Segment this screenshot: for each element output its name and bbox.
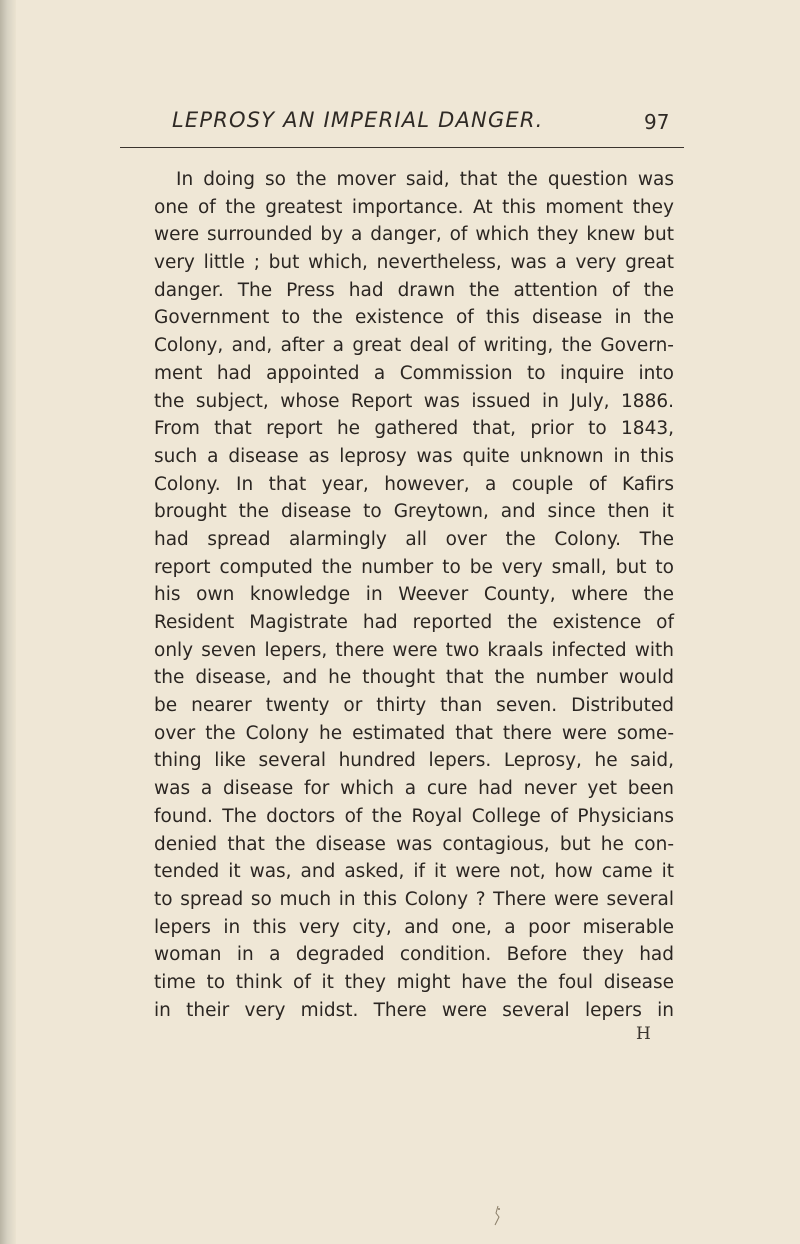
text-line: found. The doctors of the Royal College of Physicians — [154, 805, 674, 827]
running-head: LEPROSY AN IMPERIAL DANGER. — [172, 108, 544, 132]
text-line: to spread so much in this Colony ? There were several — [154, 888, 674, 910]
text-line: very little ; but which, nevertheless, was a very great — [154, 252, 674, 274]
text-line: From that report he gathered that, prior to 1843, — [154, 418, 674, 440]
text-line: report computed the number to be very small, but to — [154, 556, 674, 578]
text-line: the disease, and he thought that the number would — [154, 667, 674, 689]
text-line: one of the greatest importance. At this moment they — [154, 196, 674, 218]
text-line: be nearer twenty or thirty than seven. Distributed — [154, 695, 674, 717]
text-line: denied that the disease was contagious, but he con- — [154, 833, 674, 855]
text-line: had spread alarmingly all over the Colony. The — [154, 528, 674, 550]
text-line: such a disease as leprosy was quite unknown in this — [154, 445, 674, 467]
text-line: only seven lepers, there were two kraals infected with — [154, 639, 674, 661]
text-line: Government to the existence of this disease in the — [154, 307, 674, 329]
body-text — [154, 166, 674, 1024]
ink-speck-mark — [493, 1205, 503, 1227]
text-line: was a disease for which a cure had never yet been — [154, 778, 674, 800]
text-line: his own knowledge in Weever County, where the — [154, 584, 674, 606]
page-number: 97 — [644, 110, 670, 134]
text-line: the subject, whose Report was issued in July, 1886. — [154, 390, 674, 412]
text-line: over the Colony he estimated that there were some- — [154, 722, 674, 744]
text-line: time to think of it they might have the foul disease — [154, 971, 674, 993]
text-line: woman in a degraded condition. Before they had — [154, 944, 674, 966]
text-line: ment had appointed a Commission to inquire into — [154, 362, 674, 384]
text-line: were surrounded by a danger, of which they knew but — [154, 224, 674, 246]
text-line: lepers in this very city, and one, a poor miserable — [154, 916, 674, 938]
text-line: danger. The Press had drawn the attention of the — [154, 279, 674, 301]
text-line: brought the disease to Greytown, and since then it — [154, 501, 674, 523]
page-gutter — [0, 0, 16, 1244]
text-line: tended it was, and asked, if it were not, how came it — [154, 861, 674, 883]
text-line: In doing so the mover said, that the question was — [176, 169, 674, 190]
text-line: Colony. In that year, however, a couple of Kafirs — [154, 473, 674, 495]
text-line: thing like several hundred lepers. Leprosy, he said, — [154, 750, 674, 772]
page-header — [16, 108, 800, 138]
text-line: Resident Magistrate had reported the existence of — [154, 612, 674, 633]
text-line: in their very midst. There were several lepers in — [154, 999, 674, 1021]
signature-mark: H — [636, 1024, 651, 1044]
header-rule — [120, 147, 684, 148]
book-page — [16, 0, 800, 1244]
text-line: Colony, and, after a great deal of writing, the Govern- — [154, 335, 674, 357]
